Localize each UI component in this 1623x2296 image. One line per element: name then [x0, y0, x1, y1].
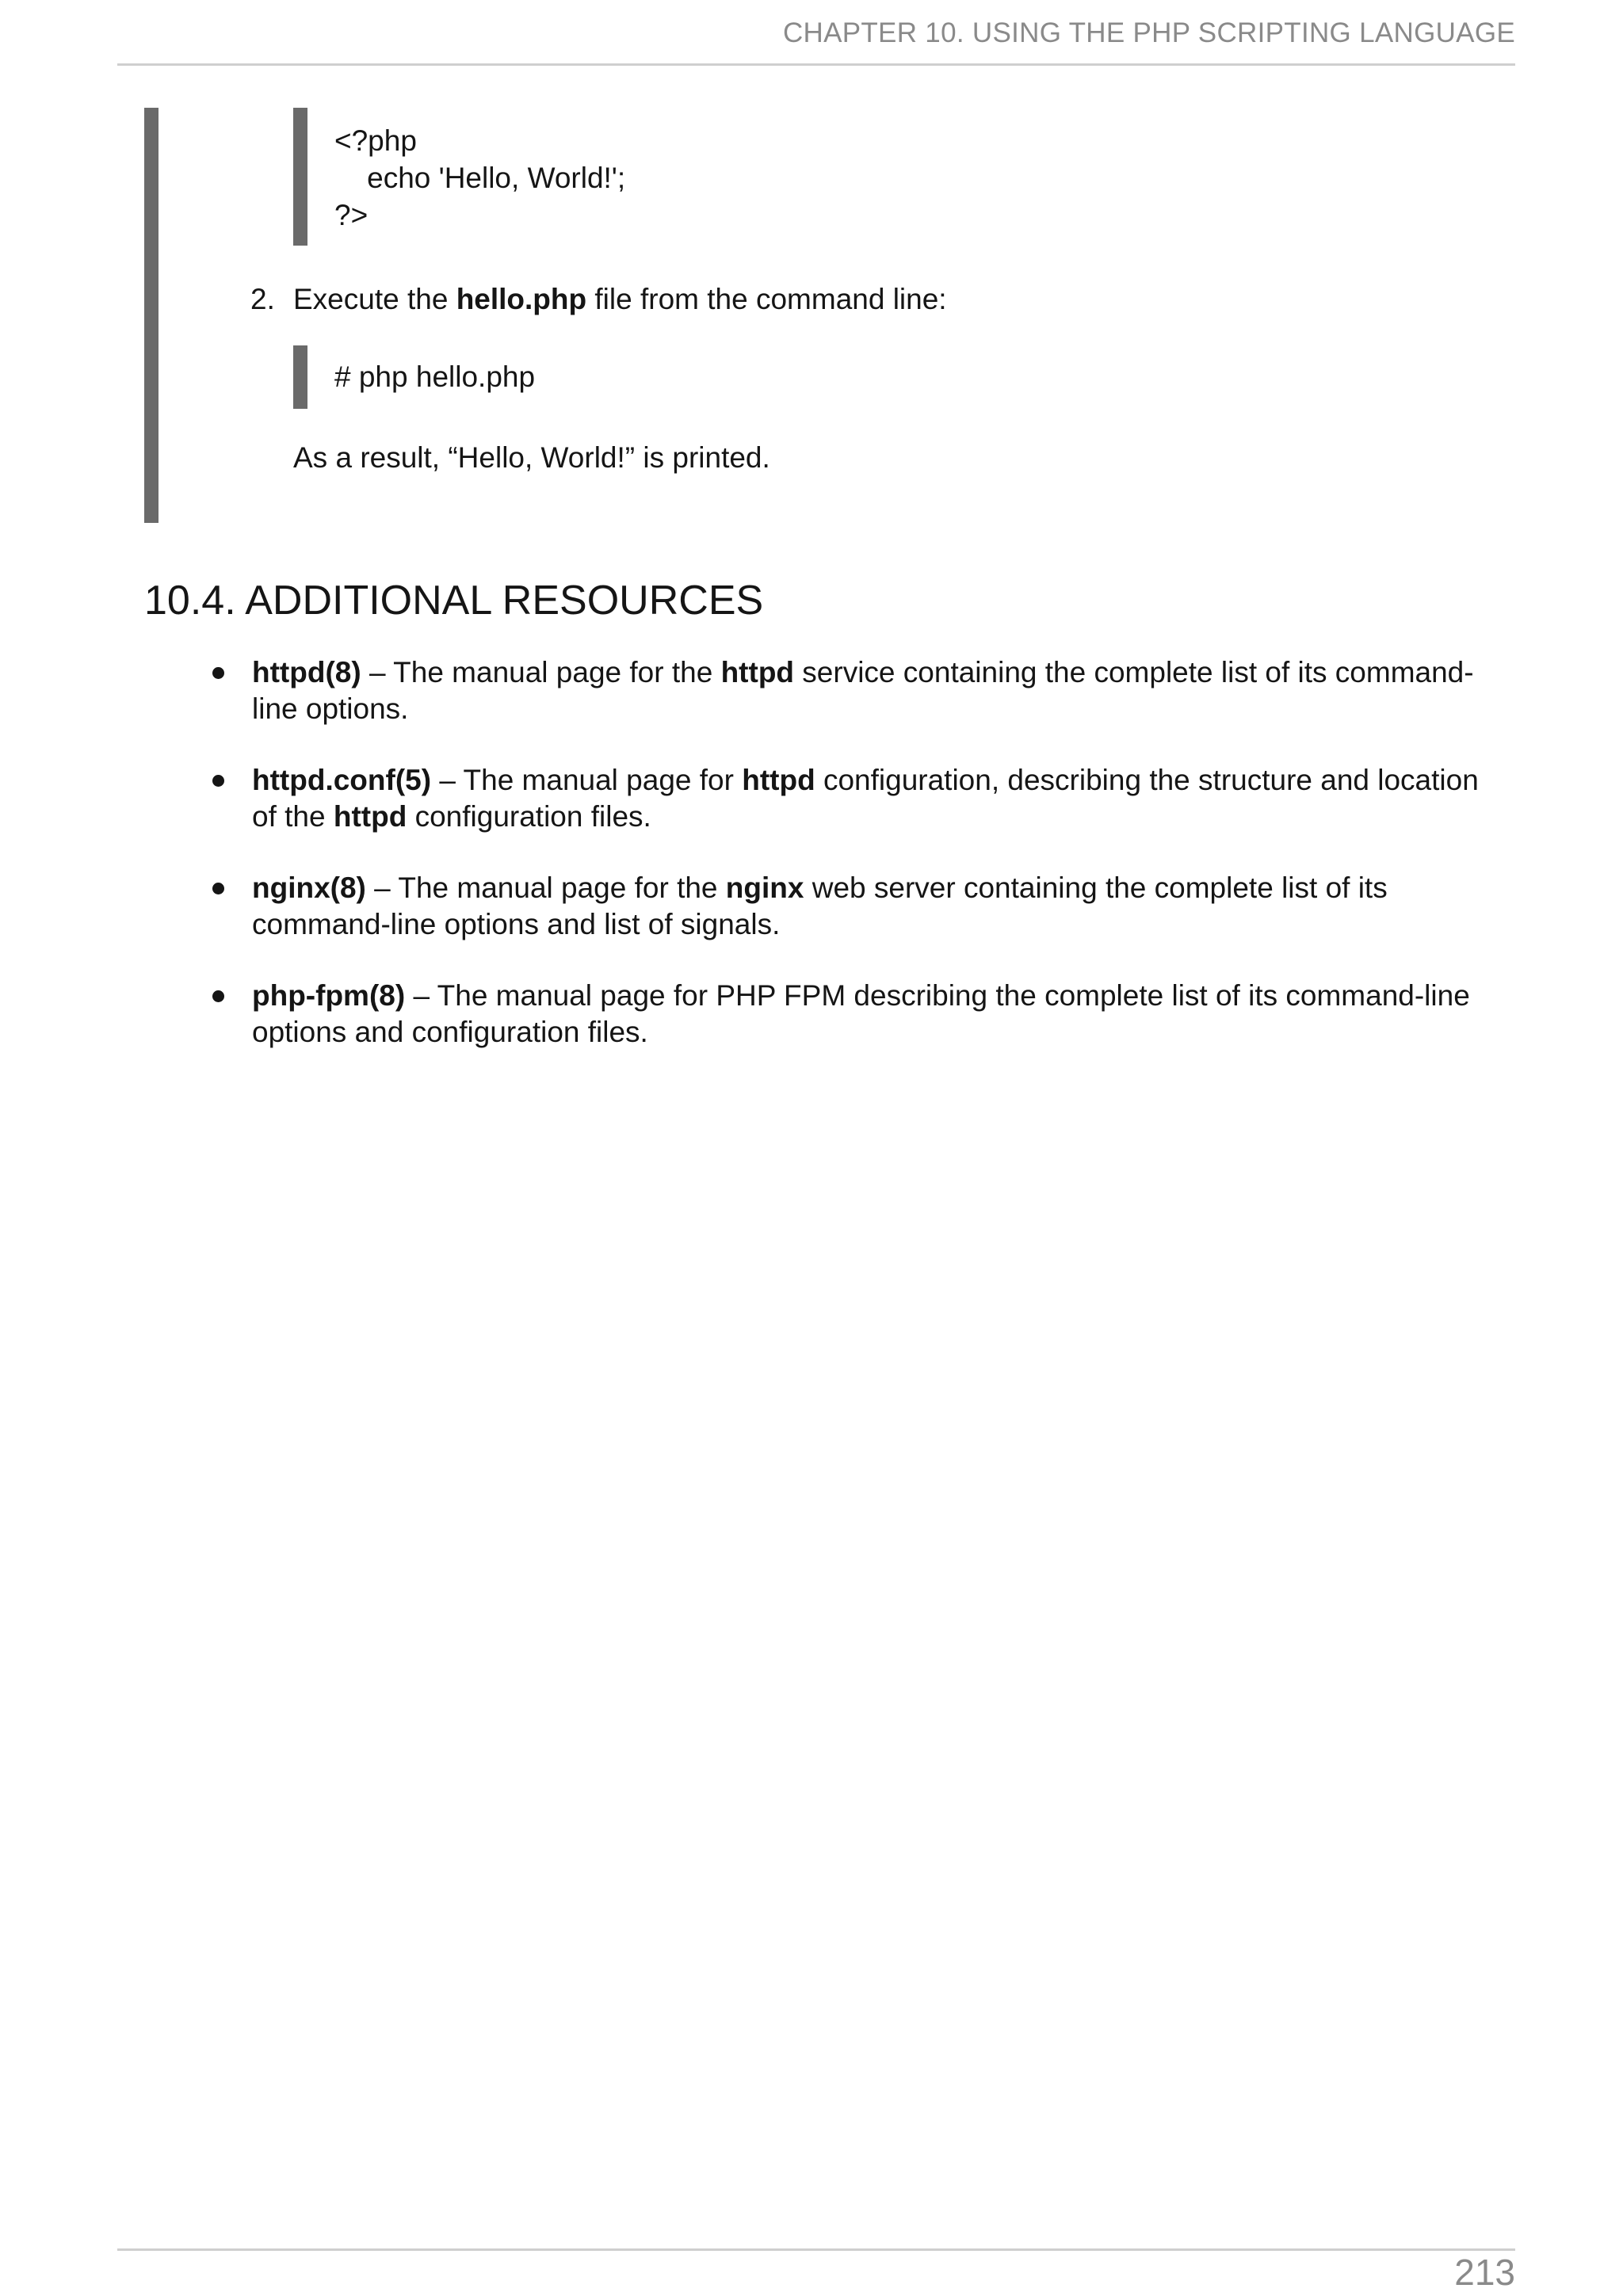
item-text: – The manual page for	[431, 764, 743, 796]
code-block-command	[293, 345, 535, 409]
list-item	[206, 654, 1506, 727]
list-item	[206, 870, 1506, 943]
page-number: 213	[1454, 2252, 1515, 2293]
chapter-title: CHAPTER 10. USING THE PHP SCRIPTING LANGUAGE	[782, 17, 1515, 48]
result-text: As a result, “Hello, World!” is printed.	[293, 441, 770, 474]
item-text: configuration files.	[407, 800, 651, 833]
man-page-ref: php-fpm(8)	[252, 979, 406, 1012]
code-line: ?>	[334, 199, 369, 231]
list-item	[206, 978, 1506, 1051]
item-text: service containing the complete list of its command-line options.	[252, 656, 1474, 725]
bullet-icon	[212, 883, 224, 894]
running-header	[117, 0, 1515, 66]
procedure-step-2	[250, 280, 947, 318]
step-text: Execute the	[293, 283, 456, 315]
bullet-icon	[212, 667, 224, 679]
code-line: <?php	[334, 124, 417, 157]
man-page-ref: httpd.conf(5)	[252, 764, 432, 796]
man-page-ref: httpd(8)	[252, 656, 361, 688]
resource-list	[206, 654, 1506, 1085]
footer-rule	[117, 2248, 1515, 2251]
item-text: – The manual page for the	[365, 871, 726, 904]
item-text: – The manual page for the	[361, 656, 721, 688]
code-line: # php hello.php	[334, 360, 536, 393]
list-item	[206, 762, 1506, 835]
step-text: file from the command line:	[586, 283, 947, 315]
item-bold: httpd	[720, 656, 795, 688]
code-block-hello-php	[293, 108, 625, 246]
item-text: – The manual page for PHP FPM describing the complete list of its command-line options and configuration files.	[252, 979, 1470, 1048]
section-title: 10.4. ADDITIONAL RESOURCES	[144, 578, 764, 624]
item-text: configuration, describing the structure and location of the	[252, 764, 1479, 833]
bullet-icon	[212, 775, 224, 787]
item-bold: nginx	[725, 871, 804, 904]
item-bold: httpd	[333, 800, 407, 833]
code-line: echo 'Hello, World!';	[334, 162, 626, 194]
bullet-icon	[212, 990, 224, 1002]
man-page-ref: nginx(8)	[252, 871, 366, 904]
item-bold: httpd	[742, 764, 815, 796]
step-number: 2.	[250, 283, 275, 315]
item-text: web server containing the complete list of its command-line options and list of signals.	[252, 871, 1388, 940]
step-filename: hello.php	[456, 283, 587, 315]
procedure-sidebar-bar	[144, 108, 158, 523]
